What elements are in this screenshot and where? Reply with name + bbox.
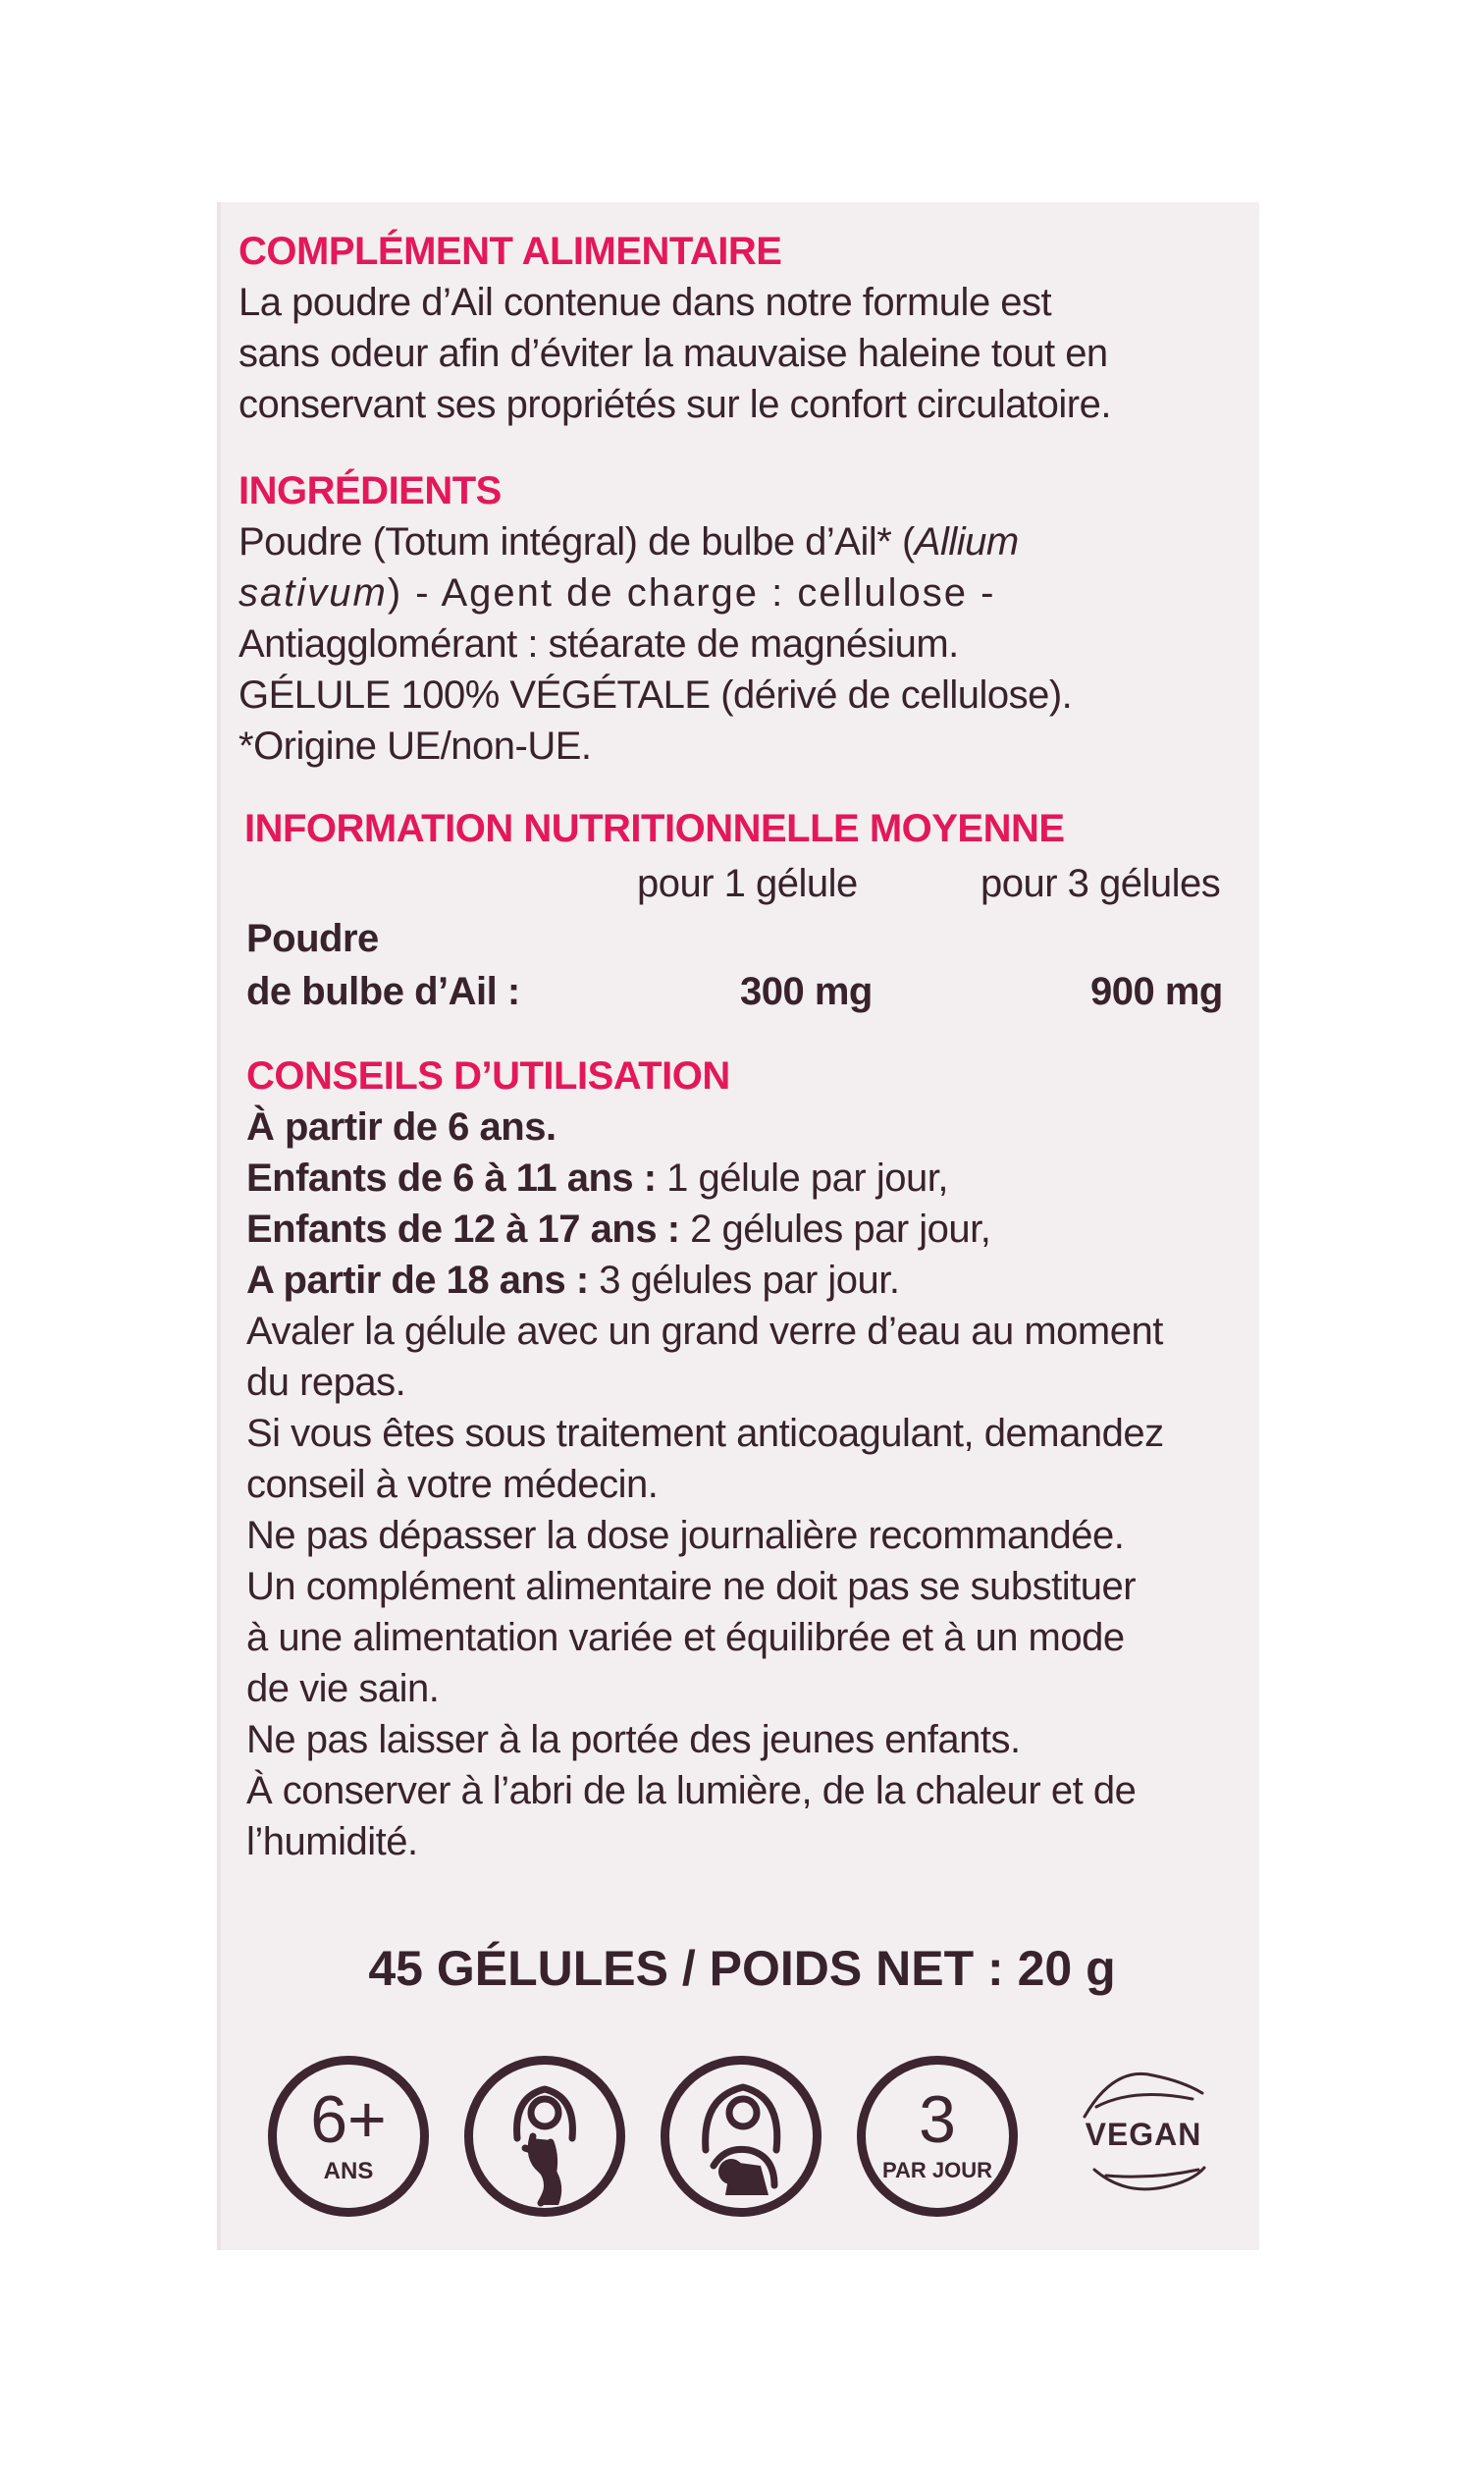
usage-title: CONSEILS D’UTILISATION bbox=[246, 1054, 730, 1098]
usage-line: conseil à votre médecin. bbox=[246, 1463, 659, 1506]
ingredients-title: INGRÉDIENTS bbox=[238, 469, 502, 512]
complement-line: sans odeur afin d’éviter la mauvaise haleine tout en bbox=[238, 332, 1108, 375]
usage-line: de vie sain. bbox=[246, 1667, 440, 1710]
usage-line: Enfants de 12 à 17 ans : 2 gélules par jour, bbox=[246, 1208, 991, 1251]
usage-line: l’humidité. bbox=[246, 1820, 418, 1863]
usage-line: Un complément alimentaire ne doit pas se substituer bbox=[246, 1565, 1137, 1608]
product-label-panel bbox=[217, 202, 1259, 2250]
usage-line: À partir de 6 ans. bbox=[246, 1105, 556, 1149]
nutrition-value-2: 900 mg bbox=[1090, 970, 1223, 1013]
ingredients-line-2: sativum) - Agent de charge : cellulose - bbox=[238, 571, 996, 615]
no-pregnant-women-icon bbox=[456, 2048, 633, 2225]
no-breastfeeding-icon bbox=[653, 2048, 829, 2225]
usage-line: du repas. bbox=[246, 1361, 406, 1404]
ingredients-line-3: Antiagglomérant : stéarate de magnésium. bbox=[238, 622, 959, 666]
usage-line: à une alimentation variée et équilibrée et à un mode bbox=[246, 1616, 1125, 1659]
usage-line: A partir de 18 ans : 3 gélules par jour. bbox=[246, 1259, 900, 1302]
daily-dose-icon: 3 PAR JOUR bbox=[849, 2048, 1026, 2225]
usage-line: Ne pas laisser à la portée des jeunes enfants. bbox=[246, 1718, 1021, 1761]
ingredients-line-4: GÉLULE 100% VÉGÉTALE (dérivé de cellulose). bbox=[238, 673, 1073, 717]
nutrition-title: INFORMATION NUTRITIONNELLE MOYENNE bbox=[244, 807, 1065, 850]
complement-line: conservant ses propriétés sur le confort circulatoire. bbox=[238, 383, 1111, 426]
nutrition-row-label: de bulbe d’Ail : bbox=[246, 970, 520, 1013]
usage-line: Ne pas dépasser la dose journalière recommandée. bbox=[246, 1514, 1125, 1557]
usage-line: Enfants de 6 à 11 ans : 1 gélule par jour, bbox=[246, 1156, 948, 1200]
usage-line: Si vous êtes sous traitement anticoagulant, demandez bbox=[246, 1412, 1164, 1455]
net-weight: 45 GÉLULES / POIDS NET : 20 g bbox=[368, 1941, 1116, 1996]
nutrition-col-1: pour 1 gélule bbox=[637, 862, 858, 905]
ingredients-line-5: *Origine UE/non-UE. bbox=[238, 725, 592, 768]
nutrition-row-label: Poudre bbox=[246, 917, 379, 960]
vegan-leaf-icon bbox=[1055, 2048, 1232, 2225]
complement-line: La poudre d’Ail contenue dans notre formule est bbox=[238, 281, 1052, 324]
age-6plus-icon: 6+ ANS bbox=[260, 2048, 437, 2225]
vegan-text: VEGAN bbox=[1085, 2117, 1202, 2152]
ingredients-line-1: Poudre (Totum intégral) de bulbe d’Ail* (Allium bbox=[238, 520, 1019, 564]
complement-title: COMPLÉMENT ALIMENTAIRE bbox=[238, 230, 782, 273]
pictogram-row bbox=[260, 2048, 1251, 2225]
nutrition-value-1: 300 mg bbox=[740, 970, 873, 1013]
nutrition-col-2: pour 3 gélules bbox=[980, 862, 1221, 905]
usage-line: À conserver à l’abri de la lumière, de la chaleur et de bbox=[246, 1769, 1137, 1812]
usage-line: Avaler la gélule avec un grand verre d’eau au moment bbox=[246, 1310, 1163, 1353]
